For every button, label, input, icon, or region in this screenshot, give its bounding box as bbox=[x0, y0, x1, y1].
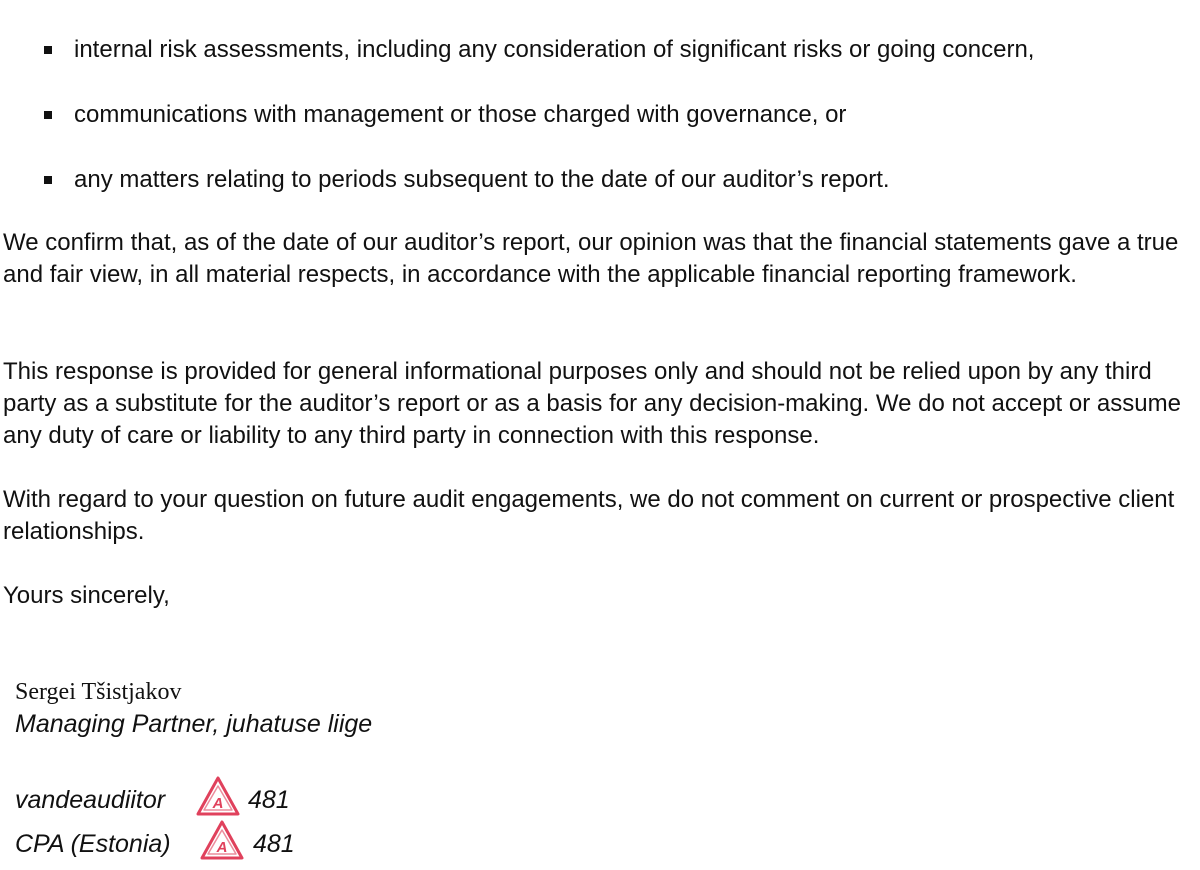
bullet-text: internal risk assessments, including any consideration of significant risks or going concern, bbox=[74, 36, 1035, 63]
bullet-list bbox=[0, 34, 1200, 229]
bullet-square-icon bbox=[44, 46, 52, 54]
signatory-title: Managing Partner, juhatuse liige bbox=[15, 710, 373, 738]
list-item bbox=[0, 164, 1200, 229]
auditor-triangle-icon bbox=[195, 775, 241, 817]
opinion-paragraph: We confirm that, as of the date of our auditor’s report, our opinion was that the financial statements gave a true and fair view, in all material respects, in accordance with the applicable financial reporting framework. bbox=[3, 229, 1179, 288]
auditor-triangle-icon bbox=[199, 819, 245, 861]
signatory-name: Sergei Tšistjakov bbox=[15, 679, 182, 705]
engagement-paragraph: With regard to your question on future audit engagements, we do not comment on current or prospective client relationships. bbox=[3, 486, 1175, 545]
bullet-square-icon bbox=[44, 176, 52, 184]
list-item bbox=[0, 99, 1200, 164]
closing-salutation: Yours sincerely, bbox=[3, 582, 170, 609]
badge-letter: A bbox=[212, 795, 224, 812]
registration-label: CPA (Estonia) bbox=[15, 830, 171, 858]
registration-number: 481 bbox=[248, 786, 290, 814]
bullet-text: communications with management or those charged with governance, or bbox=[74, 101, 847, 128]
registration-label: vandeaudiitor bbox=[15, 786, 166, 814]
disclaimer-paragraph: This response is provided for general informational purposes only and should not be relied upon by any third party as a substitute for the auditor’s report or as a basis for any decision-making. We do not accept or assume any duty of care or liability to any third party in connection with this response. bbox=[3, 358, 1181, 449]
registration-number: 481 bbox=[253, 830, 295, 858]
bullet-square-icon bbox=[44, 111, 52, 119]
bullet-text: any matters relating to periods subsequent to the date of our auditor’s report. bbox=[74, 166, 890, 193]
list-item bbox=[0, 34, 1200, 99]
badge-letter: A bbox=[216, 839, 228, 856]
